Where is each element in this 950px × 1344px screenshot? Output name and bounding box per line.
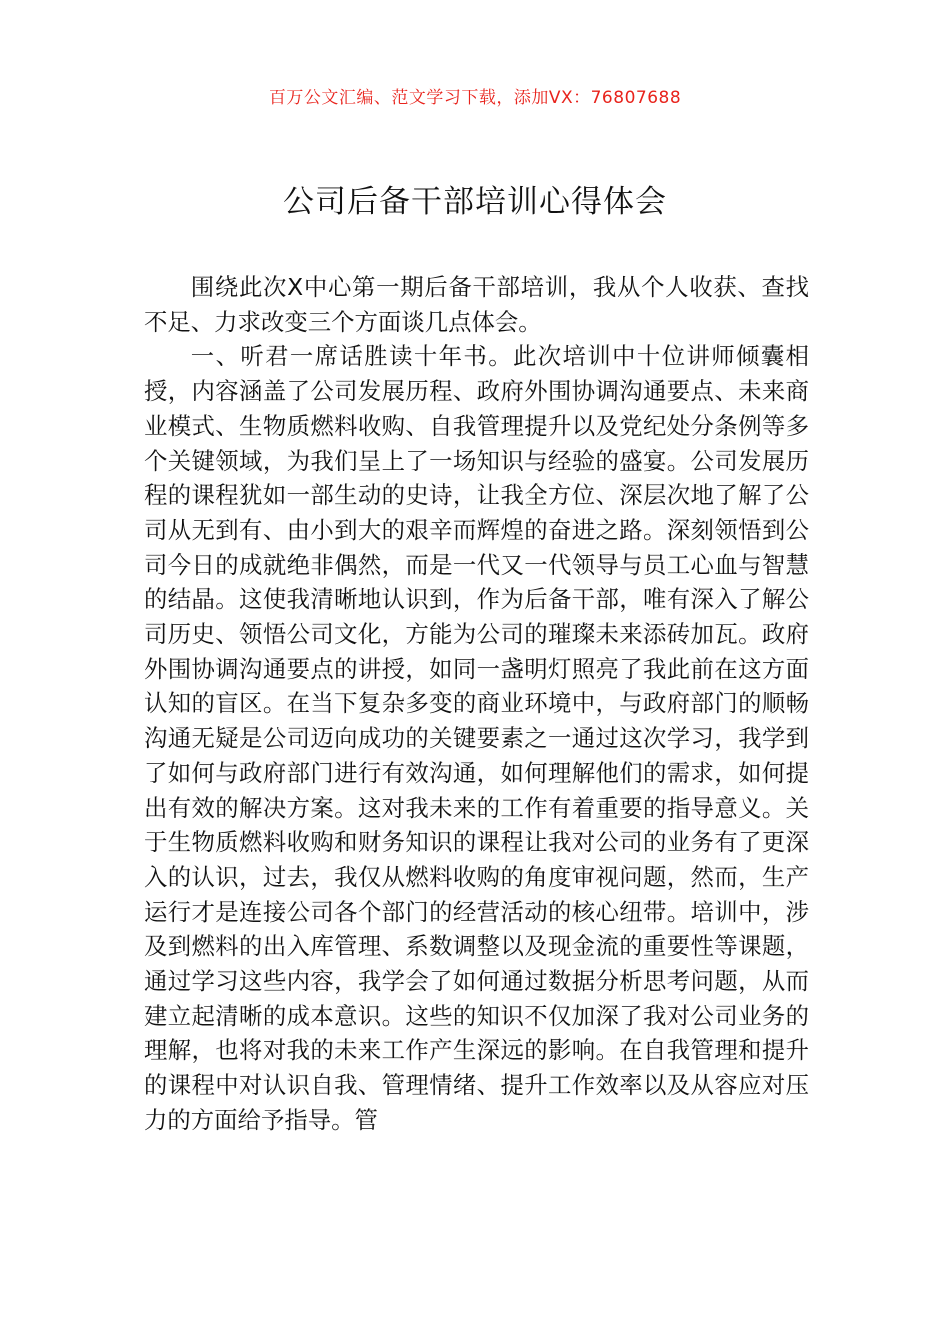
document-title: 公司后备干部培训心得体会 xyxy=(283,184,667,220)
paragraph-intro: 围绕此次X中心第一期后备干部培训，我从个人收获、查找不足、力求改变三个方面谈几点体会。 xyxy=(144,273,809,336)
paragraph-section-one: 一、听君一席话胜读十年书。此次培训中十位讲师倾囊相授，内容涵盖了公司发展历程、政府外围协调沟通要点、未来商业模式、生物质燃料收购、自我管理提升以及党纪处分条例等多个关键领域，为我们呈上了一场知识与经验的盛宴。公司发展历程的课程犹如一部生动的史诗，让我全方位、深层次地了解了公司从无到有、由小到大的艰辛而辉煌的奋进之路。深刻领悟到公司今日的成就绝非偶然，而是一代又一代领导与员工心血与智慧的结晶。这使我清晰地认识到，作为后备干部，唯有深入了解公司历史、领悟公司文化，方能为公司的璀璨未来添砖加瓦。政府外围协调沟通要点的讲授，如同一盏明灯照亮了我此前在这方面认知的盲区。在当下复杂多变的商业环境中，与政府部门的顺畅沟通无疑是公司迈向成功的关键要素之一通过这次学习，我学到了如何与政府部门进行有效沟通，如何理解他们的需求，如何提出有效的解决方案。这对我未来的工作有着重要的指导意义。关于生物质燃料收购和财务知识的课程让我对公司的业务有了更深入的认识，过去，我仅从燃料收购的角度审视问题，然而，生产运行才是连接公司各个部门的经营活动的核心纽带。培训中，涉及到燃料的出入库管理、系数调整以及现金流的重要性等课题，通过学习这些内容，我学会了如何通过数据分析思考问题，从而建立起清晰的成本意识。这些的知识不仅加深了我对公司业务的理解，也将对我的未来工作产生深远的影响。在自我管理和提升的课程中对认识自我、管理情绪、提升工作效率以及从容应对压力的方面给予指导。管 xyxy=(144,342,809,1134)
header-note: 百万公文汇编、范文学习下载，添加VX：76807688 xyxy=(268,88,682,108)
document-body xyxy=(144,270,809,1138)
